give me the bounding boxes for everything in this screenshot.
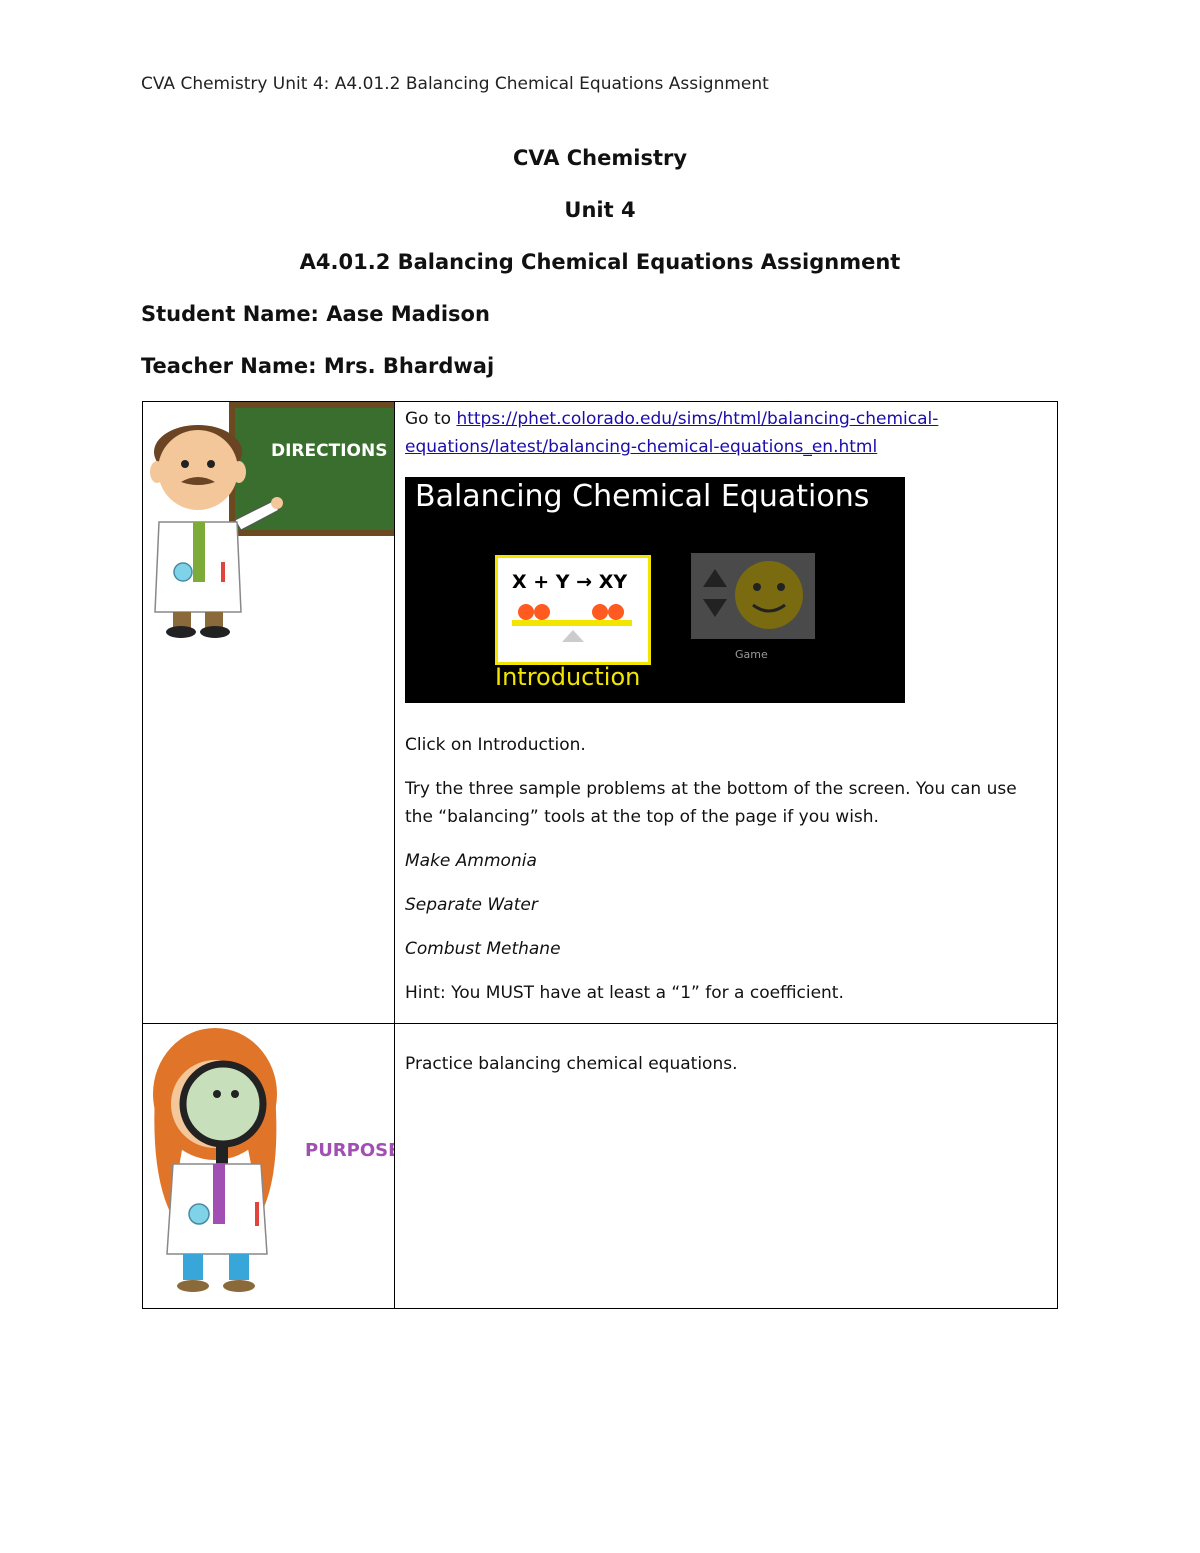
purpose-text: Practice balancing chemical equations. <box>405 1054 738 1074</box>
unit-title: Unit 4 <box>564 198 636 222</box>
banner-title: Balancing Chemical Equations <box>415 479 870 514</box>
smiley-icon <box>691 553 815 639</box>
assignment-table <box>142 401 1058 1309</box>
game-label: Game <box>735 648 768 661</box>
directions-row <box>143 402 1058 1024</box>
hint-text: Hint: You MUST have at least a “1” for a coefficient. <box>405 983 844 1003</box>
assignment-title: A4.01.2 Balancing Chemical Equations Assignment <box>299 250 901 274</box>
directions-illustration-cell <box>143 402 395 1024</box>
try-problems-text: Try the three sample problems at the bottom of the screen. You can use the “balancing” tools at the top of the page if you wish. <box>405 779 1017 827</box>
student-name: Student Name: Aase Madison <box>141 302 490 326</box>
running-header: CVA Chemistry Unit 4: A4.01.2 Balancing Chemical Equations Assignment <box>141 74 769 94</box>
introduction-screen-button[interactable] <box>495 555 651 665</box>
purpose-row <box>143 1024 1058 1309</box>
intro-equation: X + Y → XY <box>512 571 628 593</box>
purpose-text-cell <box>395 1024 1058 1309</box>
phet-link[interactable]: https://phet.colorado.edu/sims/html/balancing-chemical- equations/latest/balancing-chemical-equations_en.html <box>405 409 939 457</box>
problem-combust-methane: Combust Methane <box>405 939 561 959</box>
directions-text-cell <box>395 402 1058 1024</box>
click-introduction-text: Click on Introduction. <box>405 735 586 755</box>
purpose-illustration-cell <box>143 1024 395 1309</box>
go-to-text: Go to <box>405 409 457 429</box>
directions-board-label: DIRECTIONS <box>271 441 388 461</box>
scientist-magnifier-illustration <box>143 1024 394 1304</box>
teacher-directions-illustration <box>143 402 394 642</box>
problem-make-ammonia: Make Ammonia <box>405 851 537 871</box>
game-screen-button[interactable] <box>691 553 815 639</box>
course-title: CVA Chemistry <box>512 146 688 170</box>
phet-sim-banner[interactable] <box>405 477 905 703</box>
problem-separate-water: Separate Water <box>405 895 538 915</box>
intro-screen-icon <box>498 558 648 662</box>
teacher-name: Teacher Name: Mrs. Bhardwaj <box>141 354 495 378</box>
purpose-label: PURPOSE <box>305 1140 394 1161</box>
introduction-label: Introduction <box>495 663 641 691</box>
